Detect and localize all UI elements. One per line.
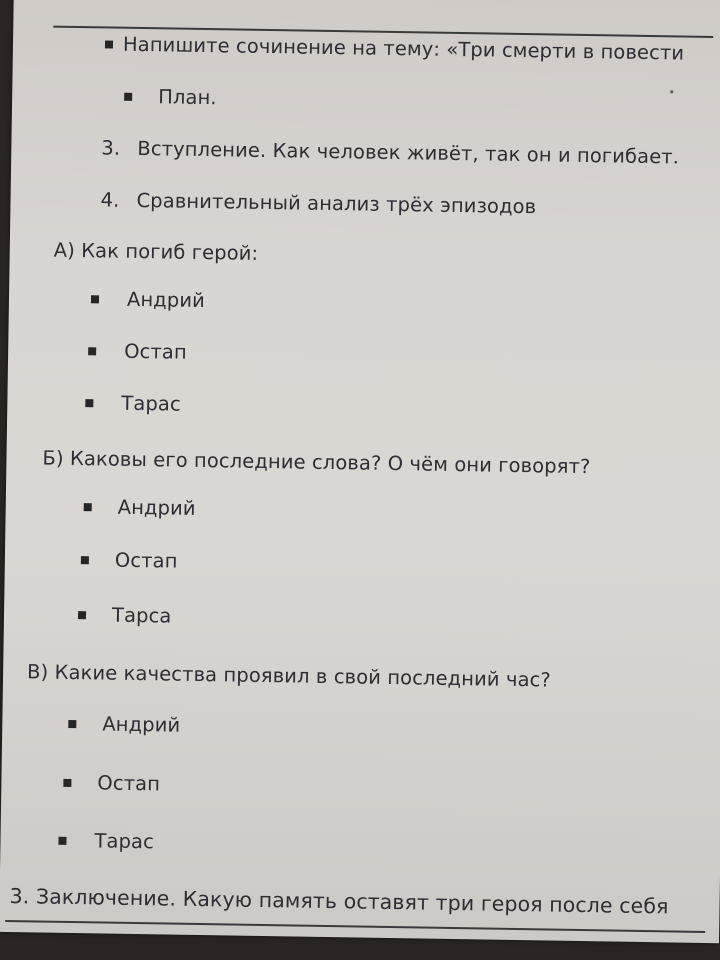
bullet-icon [85, 399, 93, 407]
section-b-name: Тарса [111, 603, 172, 628]
section-a-name: Остап [124, 339, 187, 364]
speck [670, 90, 673, 93]
section-c-name: Остап [97, 771, 161, 796]
item-analysis [100, 188, 536, 218]
bottom-rule [5, 920, 705, 933]
section-a-name: Андрий [126, 287, 206, 313]
bullet-icon [84, 503, 92, 511]
bullet-icon [124, 93, 132, 101]
section-b-heading: Б) Каковы его последние слова? О чём они говорят? [42, 446, 591, 479]
plan-label: План. [158, 85, 217, 110]
conclusion: 3. Заключение. Какую память оставят три героя после себя [9, 884, 669, 919]
item-text: Вступление. Как человек живёт, так он и погибает. [137, 136, 680, 169]
item-introduction [101, 136, 679, 168]
bullet-icon [81, 556, 89, 564]
section-b-name: Андрий [117, 495, 196, 520]
bullet-icon [58, 837, 66, 845]
bullet-icon [63, 779, 71, 787]
section-a-heading: А) Как погиб герой: [53, 238, 259, 265]
bullet-icon [88, 347, 96, 355]
section-c-heading: В) Какие качества проявил в свой последний час? [26, 660, 552, 692]
section-c-name: Тарас [94, 829, 155, 854]
bullet-icon [91, 295, 99, 303]
section-b-name: Остап [114, 548, 178, 573]
section-a-name: Тарас [121, 391, 181, 416]
item-text: Сравнительный анализ трёх эпизодов [136, 188, 537, 219]
item-number: 3. [101, 136, 121, 160]
bullet-icon [68, 720, 76, 728]
section-c-name: Андрий [102, 712, 181, 737]
essay-topic: Напишите сочинение на тему: «Три смерти в повести [122, 32, 685, 65]
bullet-icon [78, 611, 86, 619]
item-number: 4. [100, 188, 120, 212]
bullet-icon [105, 40, 113, 48]
